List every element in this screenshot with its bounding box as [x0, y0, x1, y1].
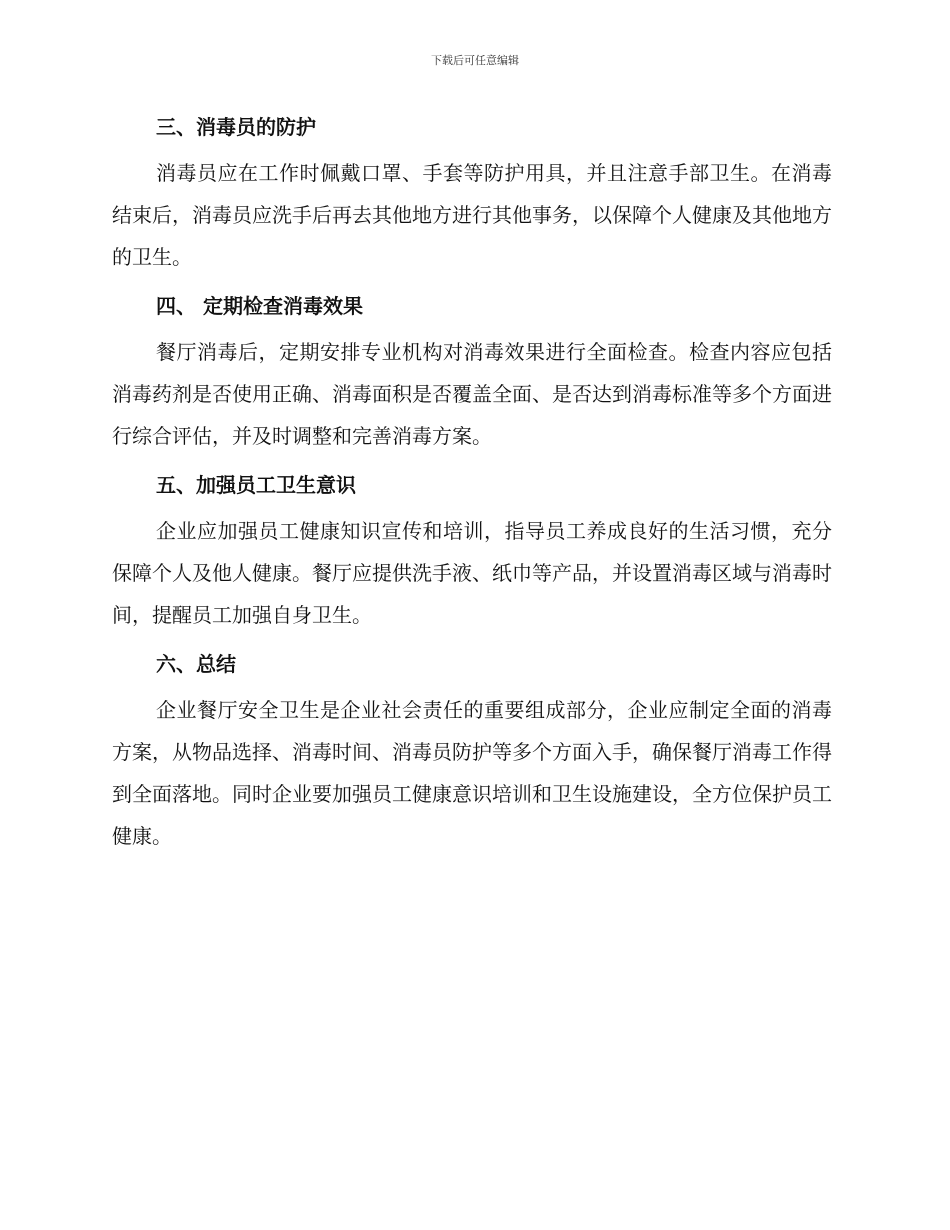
section-inspection [112, 291, 832, 457]
section-paragraph: 消毒员应在工作时佩戴口罩、手套等防护用具，并且注意手部卫生。在消毒结束后，消毒员应洗手后再去其他地方进行其他事务，以保障个人健康及其他地方的卫生。 [112, 161, 832, 269]
section-heading: 三、消毒员的防护 [156, 115, 316, 139]
section-paragraph: 企业应加强员工健康知识宣传和培训，指导员工养成良好的生活习惯，充分保障个人及他人健康。餐厅应提供洗手液、纸巾等产品，并设置消毒区域与消毒时间，提醒员工加强自身卫生。 [112, 519, 832, 627]
document-body [112, 112, 832, 870]
section-paragraph: 企业餐厅安全卫生是企业社会责任的重要组成部分，企业应制定全面的消毒方案，从物品选择、消毒时间、消毒员防护等多个方面入手，确保餐厅消毒工作得到全面落地。同时企业要加强员工健康意识培训和卫生设施建设，全方位保护员工健康。 [112, 698, 832, 848]
section-paragraph: 餐厅消毒后，定期安排专业机构对消毒效果进行全面检查。检查内容应包括消毒药剂是否使用正确、消毒面积是否覆盖全面、是否达到消毒标准等多个方面进行综合评估，并及时调整和完善消毒方案。 [112, 340, 832, 448]
section-heading: 六、总结 [156, 652, 236, 676]
section-summary [112, 649, 832, 857]
section-awareness [112, 470, 832, 636]
section-heading: 五、加强员工卫生意识 [156, 473, 356, 497]
page-header: 下载后可任意编辑 [431, 54, 519, 67]
section-protection [112, 112, 832, 278]
section-heading: 四、 定期检查消毒效果 [156, 294, 363, 318]
